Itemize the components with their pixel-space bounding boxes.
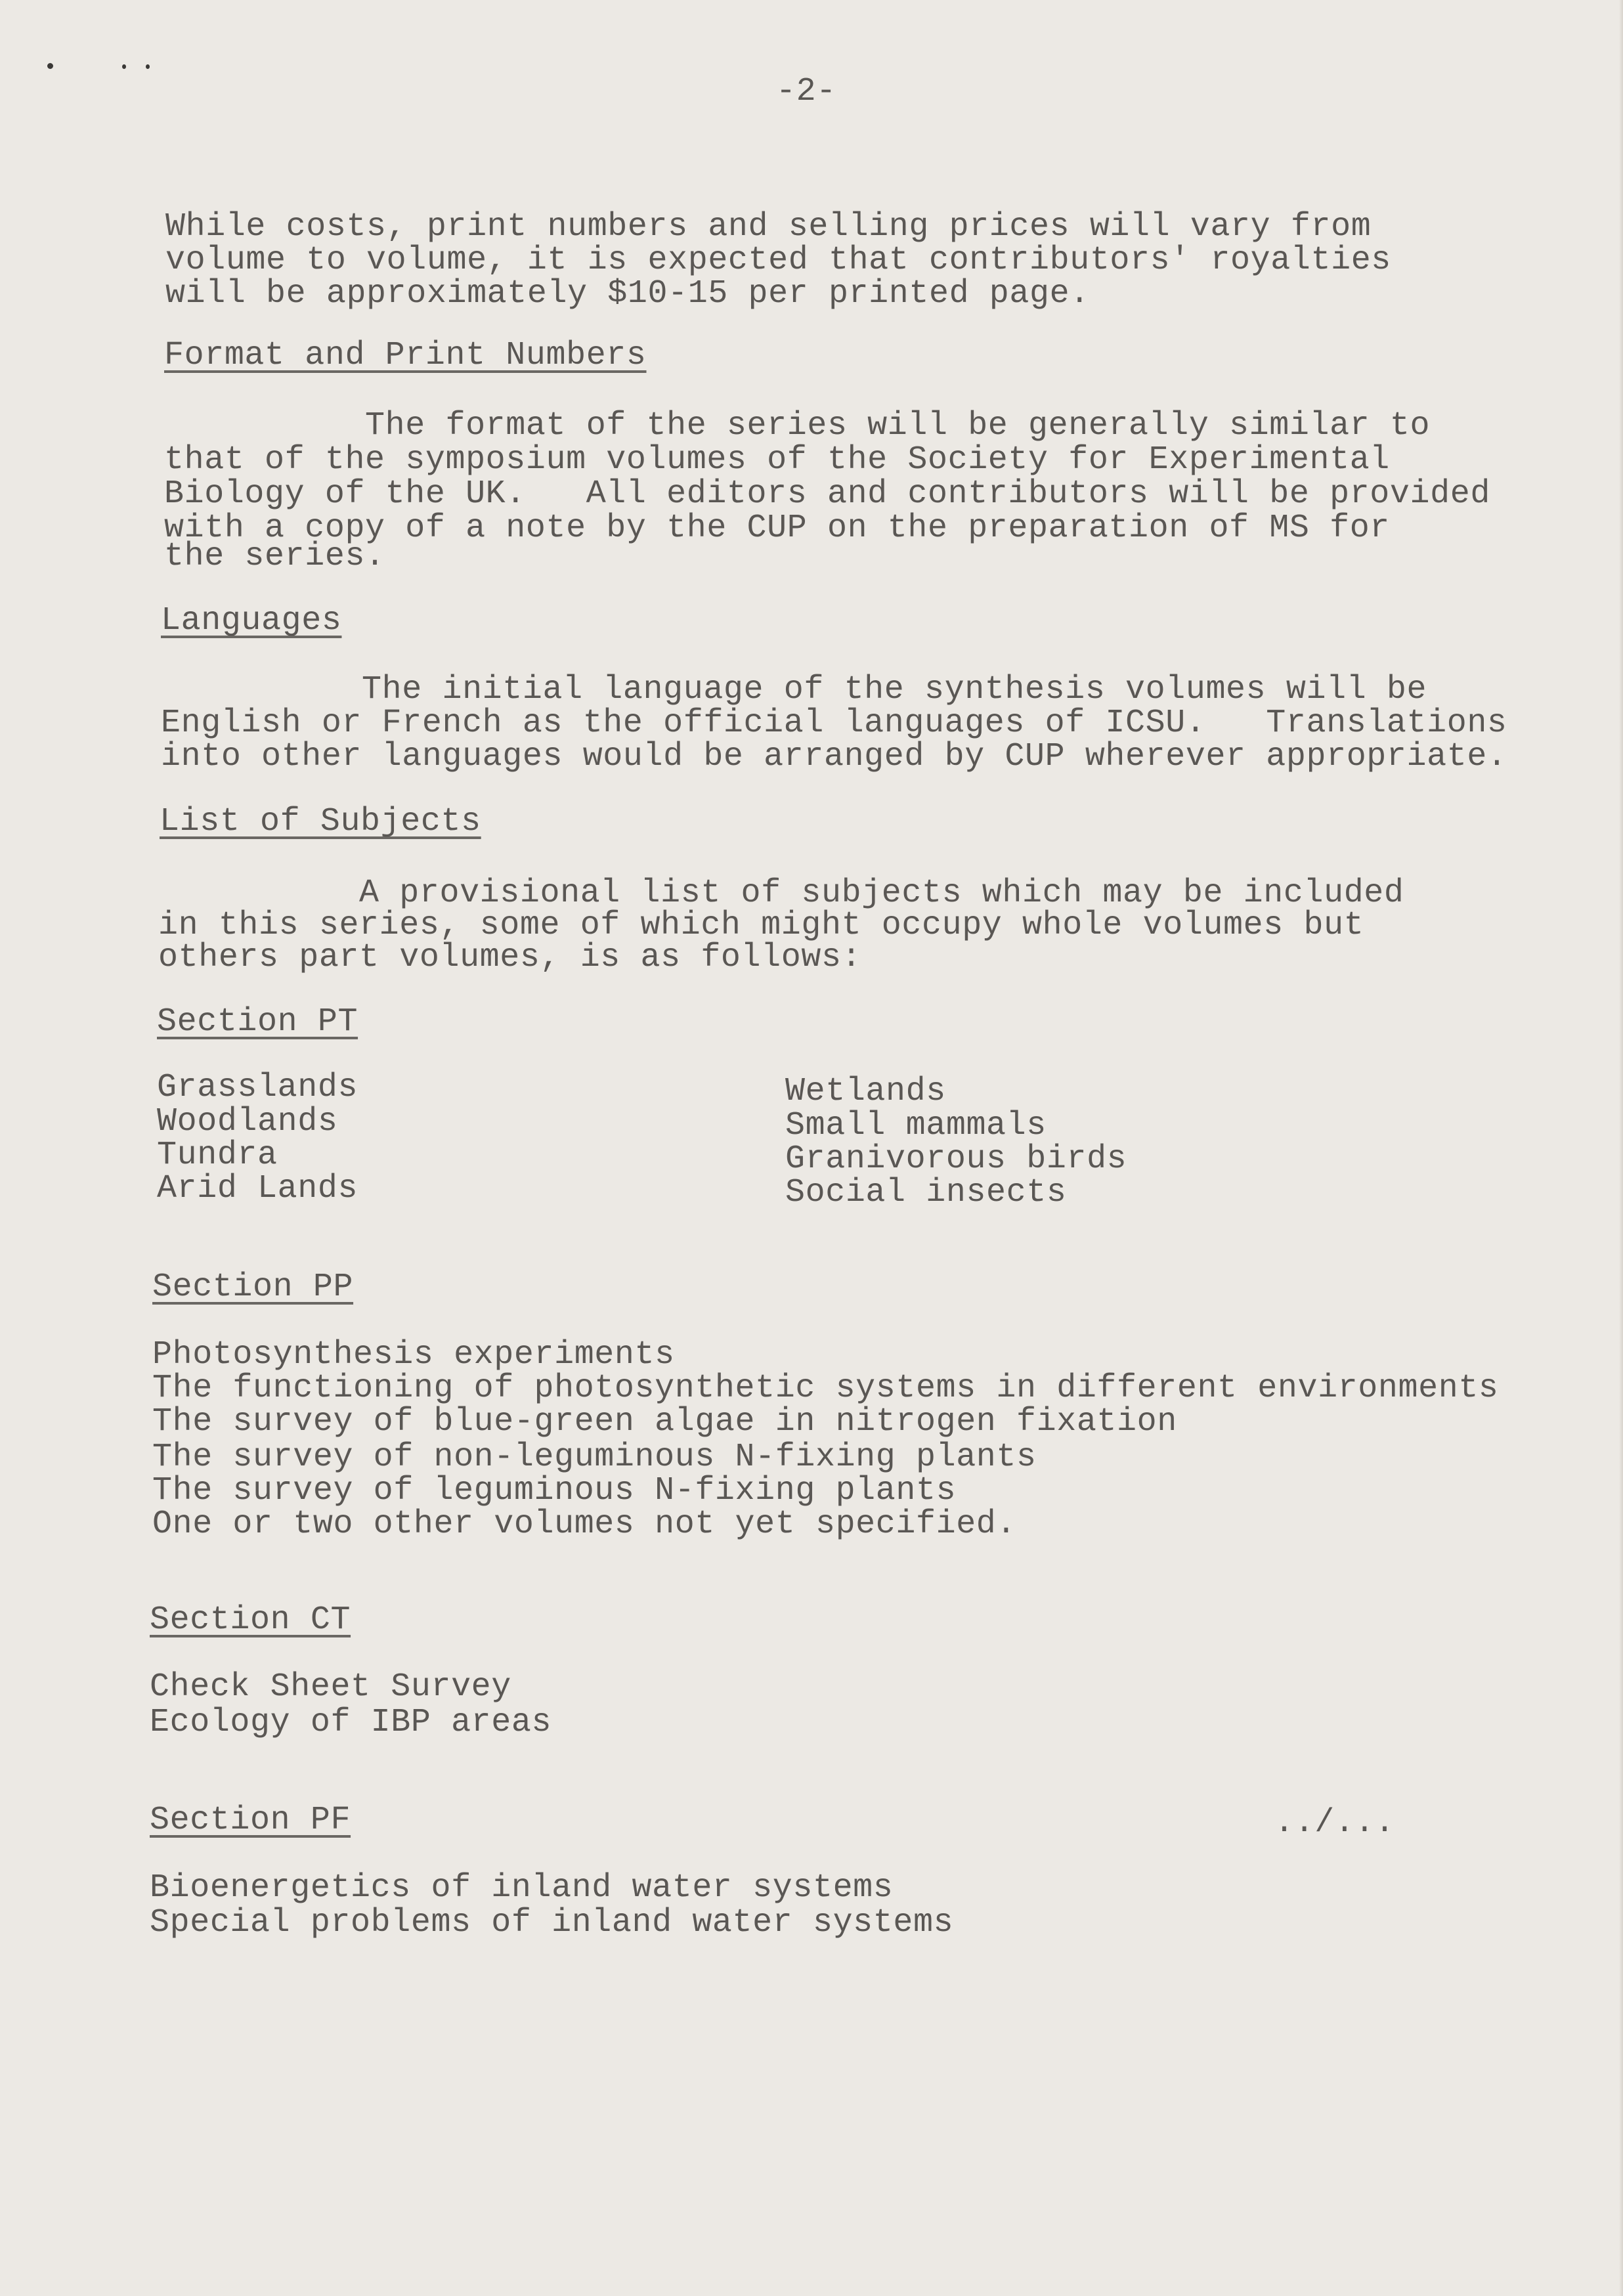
ct-item: Ecology of IBP areas xyxy=(150,1704,552,1741)
ct-item: Check Sheet Survey xyxy=(150,1668,511,1706)
pt-item: Wetlands xyxy=(785,1073,946,1110)
page-number: -2- xyxy=(776,73,836,110)
languages-line: The initial language of the synthesis volumes will be xyxy=(161,671,1427,708)
pt-item: Tundra xyxy=(157,1137,278,1174)
pp-item: One or two other volumes not yet specified. xyxy=(152,1505,1017,1543)
continuation-mark: ../... xyxy=(1274,1804,1395,1842)
subjects-line: others part volumes, is as follows: xyxy=(158,939,862,976)
subjects-line: in this series, some of which might occupy whole volumes but xyxy=(158,907,1364,944)
section-heading-languages: Languages xyxy=(161,602,342,639)
subjects-line: A provisional list of subjects which may be included xyxy=(158,875,1404,912)
format-line: that of the symposium volumes of the Society for Experimental xyxy=(164,441,1390,479)
languages-line: into other languages would be arranged by CUP wherever appropriate. xyxy=(161,738,1507,775)
pp-item: The survey of non-leguminous N-fixing plants xyxy=(152,1439,1037,1476)
punch-mark xyxy=(47,63,53,69)
page-edge-shadow xyxy=(1619,0,1623,2296)
format-line: Biology of the UK. All editors and contributors will be provided xyxy=(164,475,1490,513)
pf-item: Special problems of inland water systems xyxy=(150,1904,954,1941)
section-heading-ct: Section CT xyxy=(150,1601,351,1639)
pp-item: Photosynthesis experiments xyxy=(152,1336,675,1374)
section-heading-pt: Section PT xyxy=(157,1003,358,1041)
languages-line: English or French as the official languages of ICSU. Translations xyxy=(161,704,1507,742)
pp-item: The survey of blue-green algae in nitrogen fixation xyxy=(152,1403,1177,1440)
punch-mark xyxy=(146,64,150,69)
pf-item: Bioenergetics of inland water systems xyxy=(150,1869,894,1907)
punch-mark xyxy=(122,64,126,69)
pt-item: Small mammals xyxy=(785,1107,1047,1144)
pt-item: Social insects xyxy=(785,1174,1067,1211)
pt-item: Granivorous birds xyxy=(785,1140,1127,1178)
pp-item: The functioning of photosynthetic systems in different environments xyxy=(152,1370,1499,1407)
intro-line: volume to volume, it is expected that contributors' royalties xyxy=(165,242,1391,279)
pt-item: Arid Lands xyxy=(157,1170,358,1207)
section-heading-format: Format and Print Numbers xyxy=(164,337,647,374)
section-heading-pp: Section PP xyxy=(152,1268,354,1306)
section-heading-pf: Section PF xyxy=(150,1802,351,1839)
section-heading-subjects: List of Subjects xyxy=(160,803,481,840)
pp-item: The survey of leguminous N-fixing plants xyxy=(152,1472,957,1509)
intro-line: will be approximately $10-15 per printed page. xyxy=(165,275,1090,313)
format-line: the series. xyxy=(164,538,385,575)
format-line: The format of the series will be generally similar to xyxy=(164,407,1431,444)
format-line: with a copy of a note by the CUP on the preparation of MS for xyxy=(164,509,1390,547)
pt-item: Woodlands xyxy=(157,1103,338,1140)
pt-item: Grasslands xyxy=(157,1069,358,1106)
intro-line: While costs, print numbers and selling prices will vary from xyxy=(165,208,1372,246)
